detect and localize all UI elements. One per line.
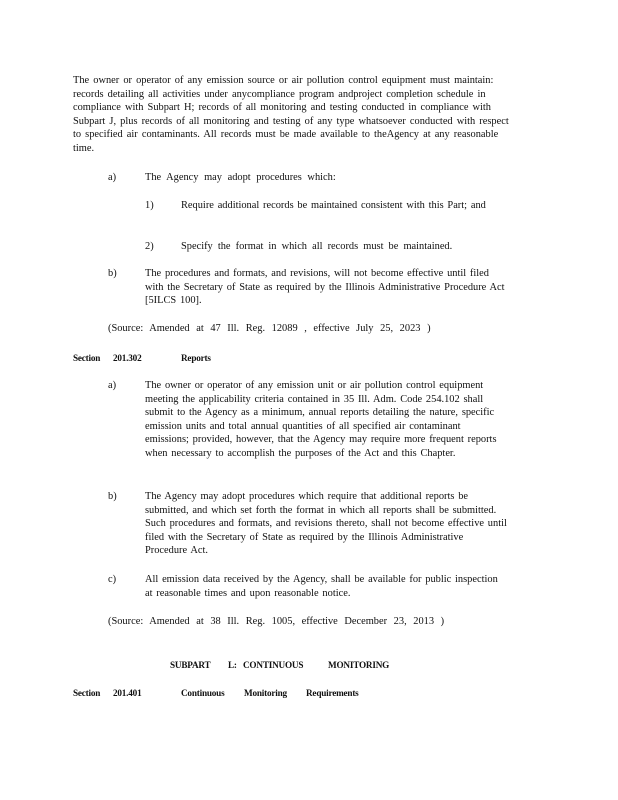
item-a2-text: Specify the format in which all records must be maintained. xyxy=(181,241,453,252)
subpart-word-1: CONTINUOUS xyxy=(243,660,304,670)
item-a1-label: 1) xyxy=(145,200,154,211)
report-c-text: All emission data received by the Agency, shall be available for public inspection at reasonable times and upon reasonable notice. xyxy=(145,574,498,599)
report-b-label: b) xyxy=(108,491,117,502)
intro-paragraph: The owner or operator of any emission source or air pollution control equipment must maintain: records detailing all activities under anycompliance program andproject completion schedule in compliance with Subpart H; records of all monitoring and testing conducted in compliance with Subpart J, plus records of all monitoring and testing of any type whatsoever conducted with respect to specified air contaminants. All records must be made available to theAgency at any reasonable time. xyxy=(73,75,509,154)
section-401-title-2: Monitoring xyxy=(244,688,287,698)
report-c-label: c) xyxy=(108,574,117,585)
section-401-title-3: Requirements xyxy=(306,688,359,698)
item-b-text: The procedures and formats, and revisions, will not become effective until filed with the Secretary of State as required by the Illinois Administrative Procedure Act [5ILCS 100]. xyxy=(145,268,505,307)
section-302-number: 201.302 xyxy=(113,353,142,363)
section-401-word: Section xyxy=(73,688,101,698)
report-a-label: a) xyxy=(108,380,117,391)
subpart-letter: L: xyxy=(228,660,237,670)
item-a2-label: 2) xyxy=(145,241,154,252)
report-b-text: The Agency may adopt procedures which require that additional reports be submitted, and which set forth the format in which all reports shall be submitted. Such procedures and formats, and revisions thereto, shall not become effective until filed with the Secretary of State as required by the Illinois Administrative Procedure Act. xyxy=(145,491,507,557)
subpart-label: SUBPART xyxy=(170,660,211,670)
item-b-label: b) xyxy=(108,268,117,279)
item-a-text: The Agency may adopt procedures which: xyxy=(145,172,336,183)
source-note-2: (Source: Amended at 38 Ill. Reg. 1005, effective December 23, 2013 ) xyxy=(108,616,445,627)
section-401-title-1: Continuous xyxy=(181,688,225,698)
section-401-number: 201.401 xyxy=(113,688,142,698)
item-a1-text: Require additional records be maintained consistent with this Part; and xyxy=(181,200,486,211)
item-a-label: a) xyxy=(108,172,117,183)
source-note-1: (Source: Amended at 47 Ill. Reg. 12089 , effective July 25, 2023 ) xyxy=(108,323,431,334)
section-302-title: Reports xyxy=(181,353,211,363)
report-a-text: The owner or operator of any emission unit or air pollution control equipment meeting the applicability criteria contained in 35 Ill. Adm. Code 254.102 shall submit to the Agency as a minimum, annual reports detailing the nature, specific emission units and total annual quantities of all specified air contaminant emissions; provided, however, that the Agency may require more frequent reports when necessary to accomplish the purposes of the Act and this Chapter. xyxy=(145,380,497,459)
subpart-word-2: MONITORING xyxy=(328,660,390,670)
section-302-word: Section xyxy=(73,353,101,363)
